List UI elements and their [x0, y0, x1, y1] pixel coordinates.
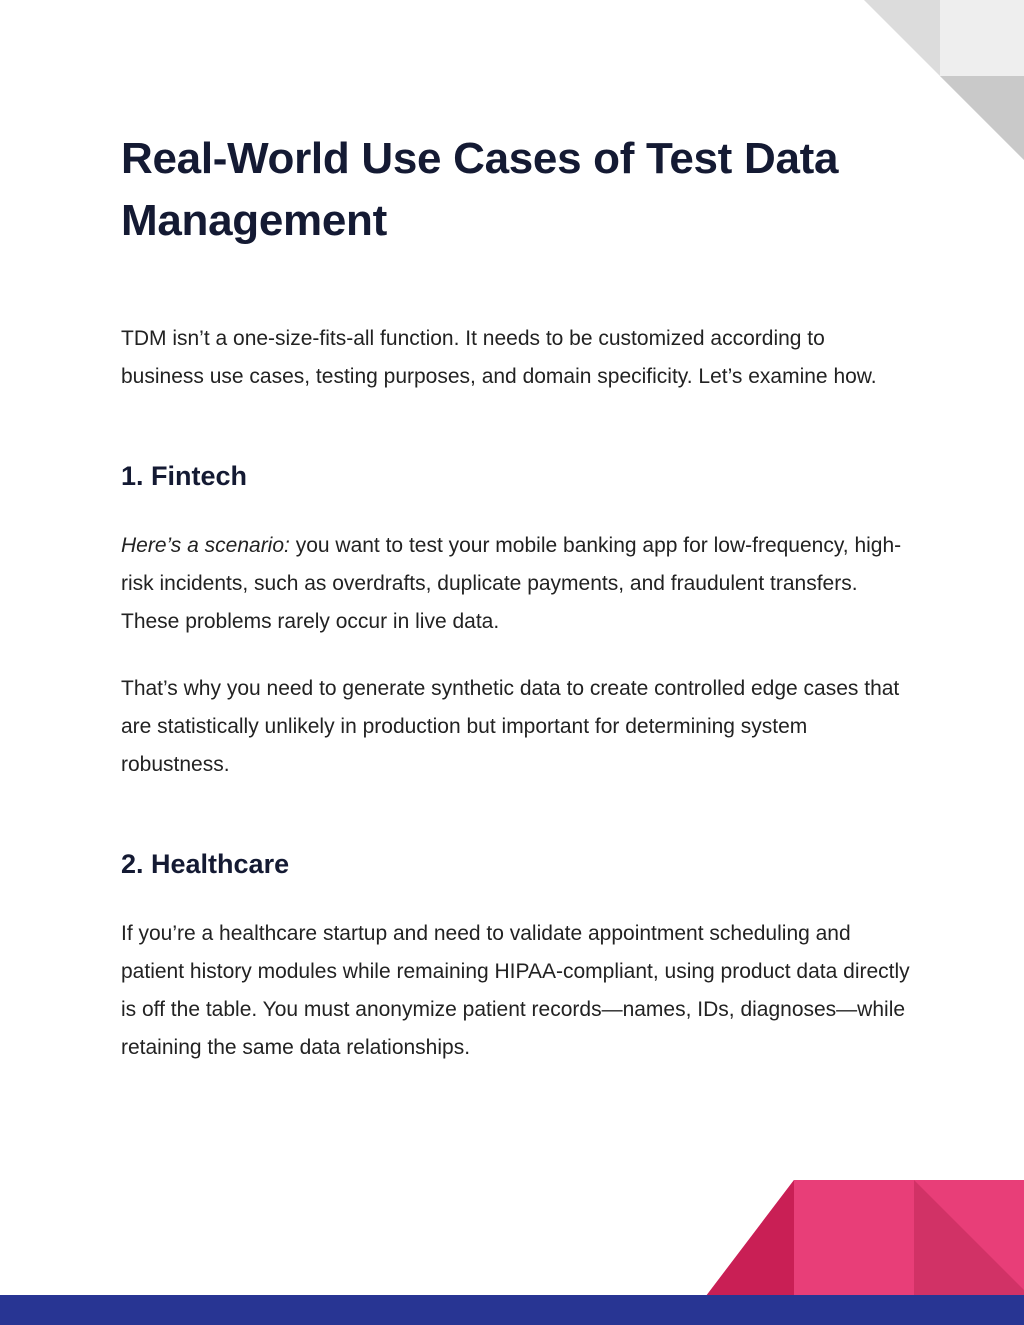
healthcare-paragraph-1: If you’re a healthcare startup and need to validate appointment scheduling and patient history modules while remaining HIPAA-compliant, using product data directly is off the table. You must anonymize patient records—names, IDs, diagnoses—while retaining the same data relationships.: [121, 922, 910, 1059]
fintech-paragraph-1: [121, 527, 911, 641]
intro-paragraph: TDM isn’t a one-size-fits-all function. It needs to be customized according to business use cases, testing purposes, and domain specificity. Let’s examine how.: [121, 327, 877, 388]
page-title: Real-World Use Cases of Test Data Management: [121, 134, 839, 245]
document-body: [121, 128, 911, 1067]
section-healthcare: [121, 846, 911, 1067]
section-heading-fintech: 1. Fintech: [121, 461, 248, 491]
section-fintech: [121, 458, 911, 784]
fintech-paragraph-2: That’s why you need to generate synthetic data to create controlled edge cases that are statistically unlikely in production but important for determining system robustness.: [121, 677, 900, 776]
scenario-lead-text: Here’s a scenario:: [121, 534, 290, 557]
section-heading-healthcare: 2. Healthcare: [121, 849, 290, 879]
scenario-body-text: you want to test your mobile banking app for low-frequency, high-risk incidents, such as overdrafts, duplicate payments, and fraudulent transfers. These problems rarely occur in live data.: [121, 534, 902, 633]
footer-bar: [0, 1295, 1024, 1325]
